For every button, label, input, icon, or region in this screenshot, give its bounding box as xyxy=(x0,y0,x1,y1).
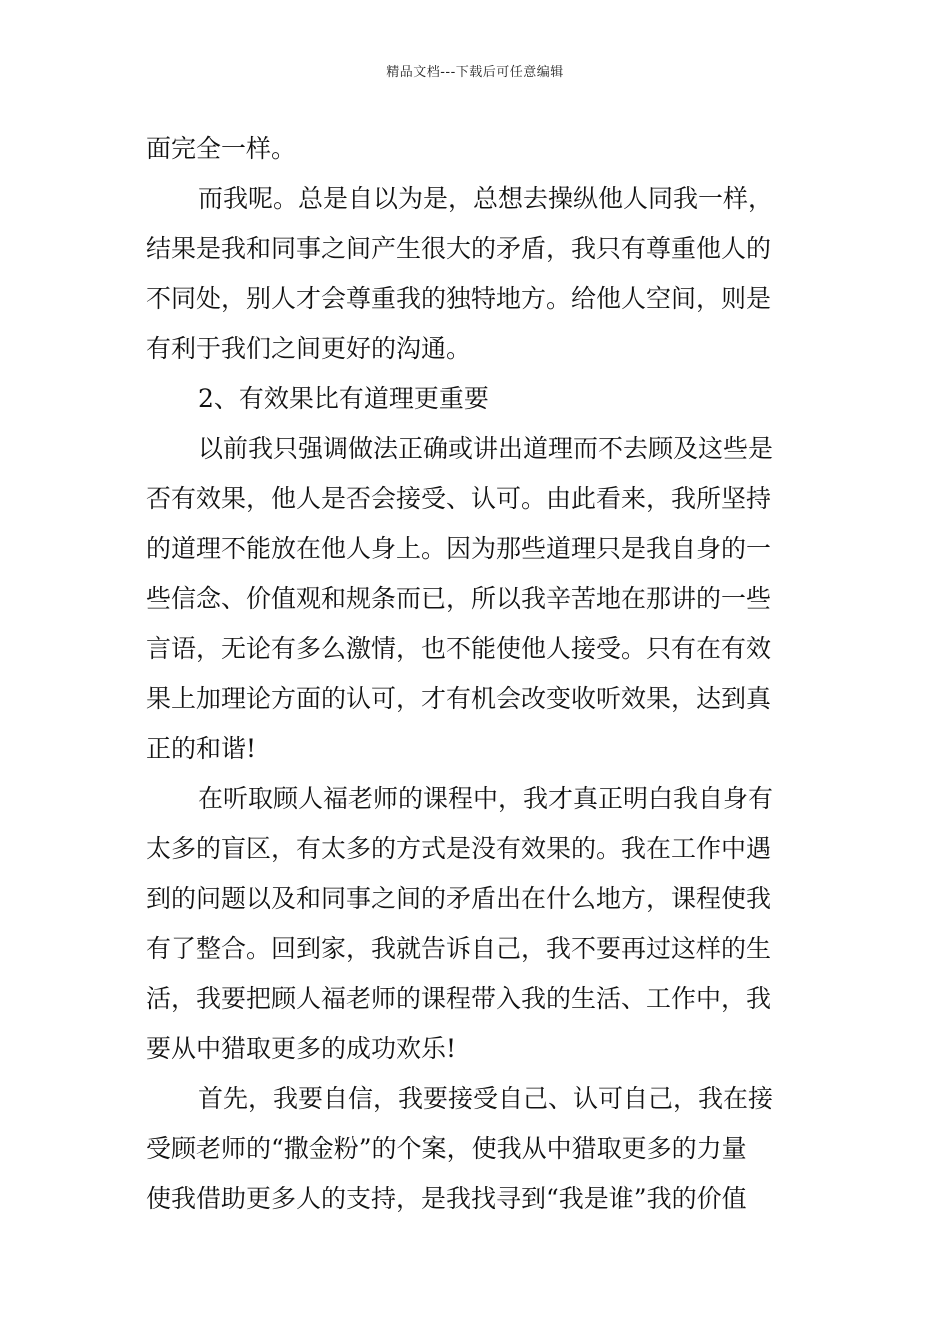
text-line: 受顾老师的“撒金粉”的个案，使我从中猎取更多的力量 xyxy=(146,1134,747,1163)
text-line: 太多的盲区，有太多的方式是没有效果的。我在工作中遇 xyxy=(146,834,772,863)
text-line: 些信念、价值观和规条而已，所以我辛苦地在那讲的一些 xyxy=(146,584,772,613)
text-line: 言语，无论有多么激情，也不能使他人接受。只有在有效 xyxy=(146,634,772,663)
text-line: 果上加理论方面的认可，才有机会改变收听效果，达到真 xyxy=(146,684,772,713)
section-heading: 2、有效果比有道理更重要 xyxy=(198,384,489,413)
text-line: 的道理不能放在他人身上。因为那些道理只是我自身的一 xyxy=(146,534,772,563)
text-line: 正的和谐! xyxy=(146,734,257,763)
text-line: 活，我要把顾人福老师的课程带入我的生活、工作中，我 xyxy=(146,984,772,1013)
text-line: 在听取顾人福老师的课程中，我才真正明白我自身有 xyxy=(198,784,774,813)
text-line: 面完全一样。 xyxy=(146,134,297,163)
text-line: 结果是我和同事之间产生很大的矛盾，我只有尊重他人的 xyxy=(146,234,772,263)
text-line: 有利于我们之间更好的沟通。 xyxy=(146,334,472,363)
text-line: 到的问题以及和同事之间的矛盾出在什么地方，课程使我 xyxy=(146,884,772,913)
text-line: 首先，我要自信，我要接受自己、认可自己，我在接 xyxy=(198,1084,774,1113)
text-line: 否有效果，他人是否会接受、认可。由此看来，我所坚持 xyxy=(146,484,772,513)
text-line: 有了整合。回到家，我就告诉自己，我不要再过这样的生 xyxy=(146,934,772,963)
text-line: 要从中猎取更多的成功欢乐! xyxy=(146,1034,457,1063)
document-body xyxy=(146,124,808,1224)
text-line: 不同处，别人才会尊重我的独特地方。给他人空间，则是 xyxy=(146,284,772,313)
text-line: 以前我只强调做法正确或讲出道理而不去顾及这些是 xyxy=(198,434,774,463)
page-header: 精品文档---下载后可任意编辑 xyxy=(386,65,564,80)
text-line: 而我呢。总是自以为是，总想去操纵他人同我一样， xyxy=(198,184,774,213)
text-line: 使我借助更多人的支持，是我找寻到“我是谁”我的价值 xyxy=(146,1184,747,1213)
